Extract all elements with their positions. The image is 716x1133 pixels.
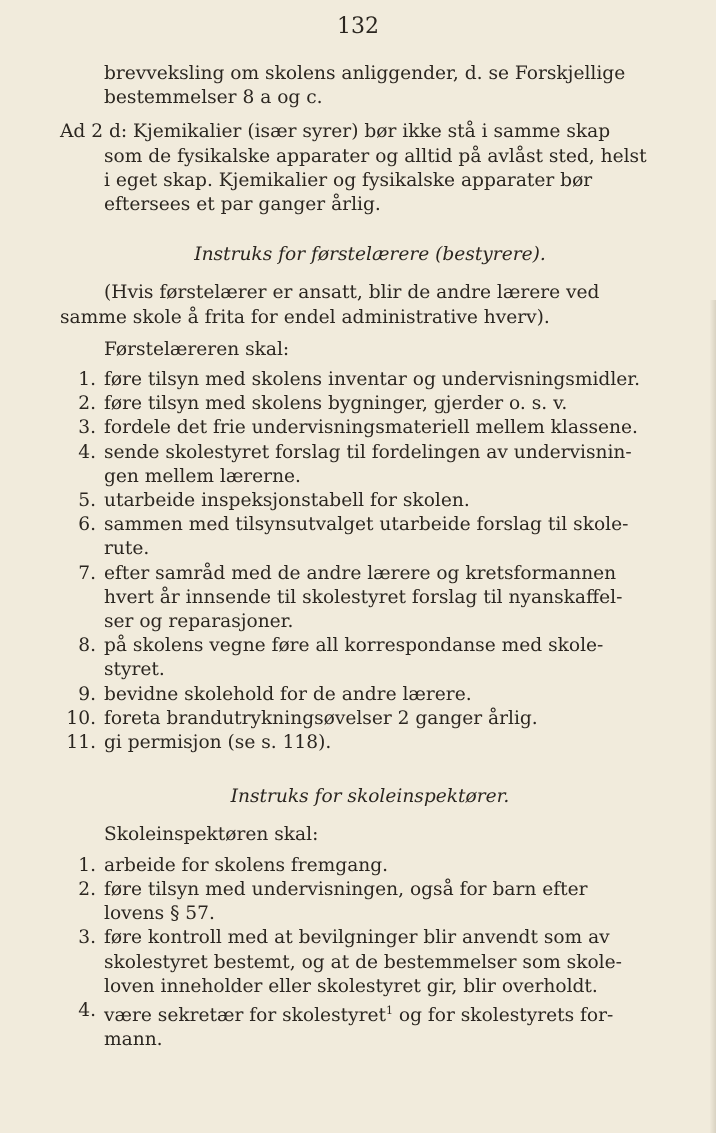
list-item: 3. føre kontroll med at bevilgninger blir anvendt som av skolestyret bestemt, og at de bestemmelser som skole- loven inneholder eller skolestyret gir, blir overholdt. [78, 927, 622, 997]
text-line: som de fysikalske apparater og alltid på avlåst sted, helst [104, 145, 647, 167]
list-item: 2. føre tilsyn med undervisningen, også for barn efter lovens § 57. [78, 878, 588, 925]
text-line: brevveksling om skolens anliggender, d. se Forskjellige [104, 63, 626, 84]
list-item: 4. sende skolestyret forslag til fordelingen av undervisnin- gen mellem lærerne. [78, 441, 632, 487]
list-item: 1. føre tilsyn med skolens inventar og undervisningsmidler. [78, 369, 641, 391]
forstelaerer-duties-list [60, 368, 680, 755]
section-heading-forstelaerere: Instruks for førstelærere (bestyrere). [194, 244, 546, 266]
list-item: 10. foreta brandutrykningsøvelser 2 ganger årlig. [66, 707, 538, 729]
skoleinspektor-duties-list [60, 854, 680, 1053]
list-item: 1. arbeide for skolens fremgang. [78, 854, 389, 876]
list-intro: Førstelæreren skal: [104, 338, 290, 360]
list-item: 4. være sekretær for skolestyret$^1$ og for skolestyrets for- mann. [78, 999, 614, 1051]
list-item: 7. efter samråd med de andre lærere og kretsformannen hvert år innsende til skolestyret forslag til nyanskaffel- ser og reparasjoner. [78, 562, 623, 633]
continuation-paragraph [60, 62, 680, 110]
section-heading-skoleinspektorer: Instruks for skoleinspektører. [230, 786, 510, 808]
footnote-marker: 1 [385, 1003, 393, 1017]
list-item: 3. fordele det frie undervisningsmateriell mellem klassene. [78, 417, 638, 439]
list-item: 9. bevidne skolehold for de andre lærere. [78, 683, 472, 705]
list-item: 2. føre tilsyn med skolens bygninger, gjerder o. s. v. [78, 393, 568, 415]
list-intro: Skoleinspektøren skal: [104, 824, 319, 846]
text-line: samme skole å frita for endel administrative hverv). [60, 306, 550, 328]
text-line: (Hvis førstelærer er ansatt, blir de andre lærere ved [104, 282, 600, 304]
body-text [60, 62, 680, 1052]
list-item: 11. gi permisjon (se s. 118). [66, 732, 332, 754]
text-line: eftersees et par ganger årlig. [104, 194, 381, 216]
page-number: 132 [337, 14, 379, 39]
text-line: i eget skap. Kjemikalier og fysikalske apparater bør [104, 169, 593, 191]
text-line: bestemmelser 8 a og c. [104, 87, 323, 109]
list-item: 6. sammen med tilsynsutvalget utarbeide forslag til skole- rute. [78, 514, 629, 560]
note-paragraph [60, 281, 680, 329]
page-edge [710, 300, 716, 1133]
text-line: Ad 2 d: Kjemikalier (især syrer) bør ikke stå i samme skap [60, 121, 611, 143]
list-item: 8. på skolens vegne føre all korrespondanse med skole- styret. [78, 635, 604, 681]
list-item: 5. utarbeide inspeksjonstabell for skolen. [78, 490, 470, 512]
ad2d-paragraph [60, 120, 680, 217]
